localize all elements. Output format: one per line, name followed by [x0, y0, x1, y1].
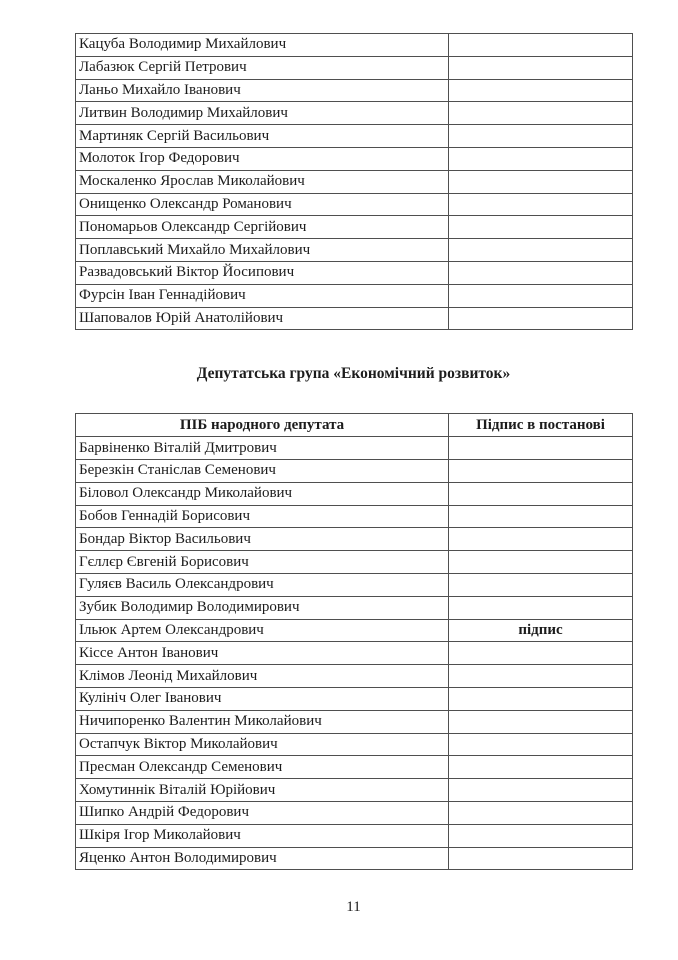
signature-cell: [449, 824, 633, 847]
signature-cell: [449, 147, 633, 170]
deputy-name-cell: Шаповалов Юрій Анатолійович: [76, 307, 449, 330]
deputy-name-cell: Кіссе Антон Іванович: [76, 642, 449, 665]
table-row: [76, 239, 633, 262]
table-row: [76, 216, 633, 239]
signature-cell: [449, 482, 633, 505]
signature-cell: [449, 170, 633, 193]
deputy-name-cell: Яценко Антон Володимирович: [76, 847, 449, 870]
signature-cell: [449, 665, 633, 688]
table-row: [76, 459, 633, 482]
signature-cell: підпис: [449, 619, 633, 642]
table-row: [76, 170, 633, 193]
deputy-name-cell: Гуляєв Василь Олександрович: [76, 573, 449, 596]
table-row: [76, 482, 633, 505]
table-row: [76, 710, 633, 733]
signature-column-header: Підпис в постанові: [449, 414, 633, 437]
signature-cell: [449, 687, 633, 710]
signature-cell: [449, 437, 633, 460]
table-row: [76, 261, 633, 284]
signature-cell: [449, 551, 633, 574]
deputy-name-cell: Мартиняк Сергій Васильович: [76, 125, 449, 148]
table-row: [76, 34, 633, 57]
table-row: [76, 665, 633, 688]
deputy-name-cell: Кулініч Олег Іванович: [76, 687, 449, 710]
deputy-name-cell: Ничипоренко Валентин Миколайович: [76, 710, 449, 733]
deputy-name-cell: Бондар Віктор Васильович: [76, 528, 449, 551]
table-row: [76, 801, 633, 824]
deputy-name-cell: Барвіненко Віталій Дмитрович: [76, 437, 449, 460]
deputy-name-cell: Лабазюк Сергій Петрович: [76, 56, 449, 79]
signature-cell: [449, 261, 633, 284]
table-row: [76, 596, 633, 619]
deputy-name-cell: Клімов Леонід Михайлович: [76, 665, 449, 688]
deputy-name-cell: Гєллєр Євгеній Борисович: [76, 551, 449, 574]
signature-cell: [449, 710, 633, 733]
signature-cell: [449, 56, 633, 79]
table-row: [76, 779, 633, 802]
deputy-name-cell: Шипко Андрій Федорович: [76, 801, 449, 824]
signature-cell: [449, 284, 633, 307]
table-row: [76, 847, 633, 870]
deputy-name-cell: Ланьо Михайло Іванович: [76, 79, 449, 102]
deputy-group-heading: Депутатська група «Економічний розвиток»: [196, 365, 511, 383]
signature-cell: [449, 847, 633, 870]
table-row: [76, 756, 633, 779]
page-content: [75, 0, 632, 870]
deputy-name-cell: Молоток Ігор Федорович: [76, 147, 449, 170]
deputy-name-cell: Зубик Володимир Володимирович: [76, 596, 449, 619]
signature-cell: [449, 642, 633, 665]
table2-header: [76, 414, 633, 437]
signature-cell: [449, 596, 633, 619]
deputy-name-cell: Фурсін Іван Геннадійович: [76, 284, 449, 307]
table-row: [76, 125, 633, 148]
header-row: [76, 414, 633, 437]
signature-cell: [449, 193, 633, 216]
signature-cell: [449, 79, 633, 102]
signature-cell: [449, 528, 633, 551]
table-row: [76, 687, 633, 710]
deputy-name-cell: Хомутиннік Віталій Юрійович: [76, 779, 449, 802]
table-row: [76, 437, 633, 460]
deputies-table-economic-development: [75, 413, 633, 870]
table2-body: [76, 437, 633, 870]
deputy-name-cell: Остапчук Віктор Миколайович: [76, 733, 449, 756]
table-row: [76, 56, 633, 79]
signature-cell: [449, 307, 633, 330]
signature-cell: [449, 459, 633, 482]
signature-cell: [449, 125, 633, 148]
deputy-name-cell: Бобов Геннадій Борисович: [76, 505, 449, 528]
deputy-name-cell: Литвин Володимир Михайлович: [76, 102, 449, 125]
signature-cell: [449, 779, 633, 802]
table-row: [76, 102, 633, 125]
table1-body: [76, 34, 633, 330]
signature-cell: [449, 756, 633, 779]
deputy-name-cell: Развадовський Віктор Йосипович: [76, 261, 449, 284]
signature-cell: [449, 801, 633, 824]
deputy-name-cell: Кацуба Володимир Михайлович: [76, 34, 449, 57]
table-row: [76, 573, 633, 596]
signature-cell: [449, 573, 633, 596]
table-continuation-wrap: [75, 0, 632, 330]
deputy-name-cell: Ільюк Артем Олександрович: [76, 619, 449, 642]
page-number: 11: [346, 899, 361, 915]
table-row: [76, 284, 633, 307]
table-row: [76, 79, 633, 102]
table-row: [76, 505, 633, 528]
deputy-name-cell: Поплавський Михайло Михайлович: [76, 239, 449, 262]
deputy-name-cell: Шкіря Ігор Миколайович: [76, 824, 449, 847]
signature-cell: [449, 505, 633, 528]
name-column-header: ПІБ народного депутата: [76, 414, 449, 437]
deputy-name-cell: Пономарьов Олександр Сергійович: [76, 216, 449, 239]
table-row: [76, 528, 633, 551]
table-row: [76, 551, 633, 574]
table-row: [76, 147, 633, 170]
signature-cell: [449, 733, 633, 756]
table-row: [76, 307, 633, 330]
deputy-name-cell: Онищенко Олександр Романович: [76, 193, 449, 216]
signature-cell: [449, 239, 633, 262]
signature-cell: [449, 102, 633, 125]
table-row: [76, 193, 633, 216]
table-row: [76, 733, 633, 756]
table-row: [76, 824, 633, 847]
deputy-name-cell: Біловол Олександр Миколайович: [76, 482, 449, 505]
table-row: [76, 619, 633, 642]
table-row: [76, 642, 633, 665]
deputy-name-cell: Москаленко Ярослав Миколайович: [76, 170, 449, 193]
deputies-table-continuation: [75, 33, 633, 330]
signature-cell: [449, 216, 633, 239]
deputy-name-cell: Березкін Станіслав Семенович: [76, 459, 449, 482]
signature-cell: [449, 34, 633, 57]
deputy-name-cell: Пресман Олександр Семенович: [76, 756, 449, 779]
